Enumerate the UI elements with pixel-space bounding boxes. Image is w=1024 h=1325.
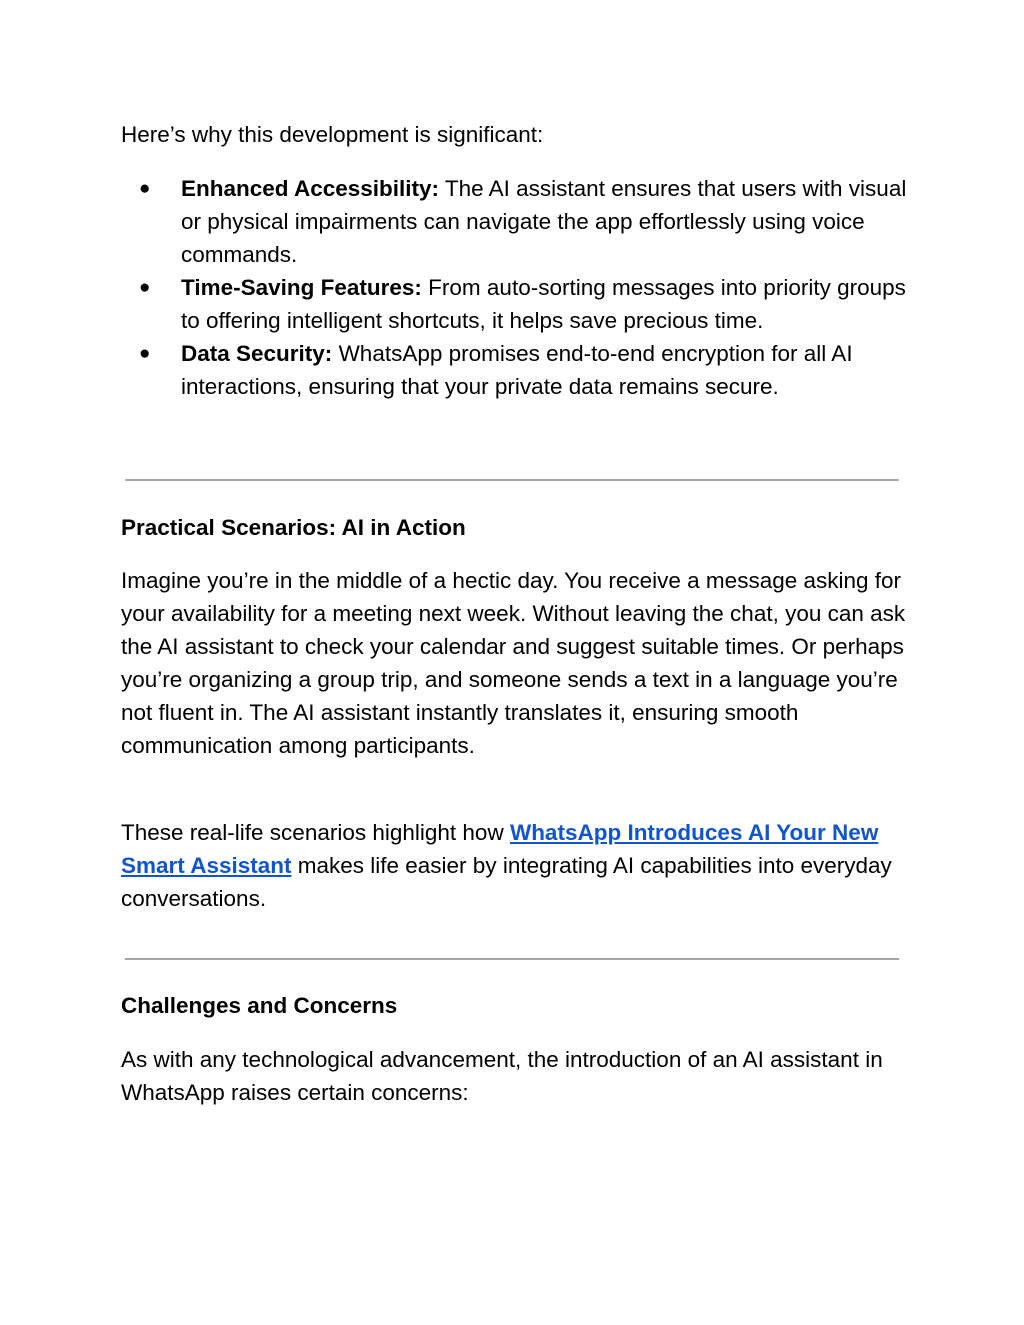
list-item	[121, 172, 921, 271]
section-divider	[125, 958, 899, 960]
challenges-paragraph: As with any technological advancement, the introduction of an AI assistant in WhatsApp raises certain concerns:	[121, 1047, 883, 1105]
highlight-paragraph	[121, 816, 911, 915]
scenarios-paragraph: Imagine you’re in the middle of a hectic day. You receive a message asking for your availability for a meeting next week. Without leaving the chat, you can ask the AI assistant to check your calendar and suggest suitable times. Or perhaps you’re organizing a group trip, and someone sends a text in a language you’re not fluent in. The AI assistant instantly translates it, ensuring smooth communication among participants.	[121, 568, 906, 758]
bullet-title: Data Security:	[181, 341, 333, 366]
list-item	[121, 337, 921, 403]
bullet-icon: ●	[139, 178, 151, 199]
highlight-text-before: These real-life scenarios highlight how	[121, 820, 510, 845]
highlight-text-after: makes life easier by integrating AI capabilities into everyday conversations.	[121, 853, 892, 911]
bullet-icon: ●	[139, 343, 151, 364]
article-link[interactable]: WhatsApp Introduces AI Your New Smart Assistant	[121, 820, 879, 878]
benefits-list	[121, 172, 921, 403]
bullet-title: Enhanced Accessibility:	[181, 176, 440, 201]
list-item	[121, 271, 921, 337]
bullet-text: From auto-sorting messages into priority groups to offering intelligent shortcuts, it helps save precious time.	[181, 275, 906, 333]
section-divider	[125, 479, 899, 481]
section-heading-practical-scenarios: Practical Scenarios: AI in Action	[121, 515, 466, 540]
intro-paragraph: Here’s why this development is significant:	[121, 122, 544, 147]
section-heading-challenges: Challenges and Concerns	[121, 993, 398, 1018]
bullet-icon: ●	[139, 277, 151, 298]
bullet-text: WhatsApp promises end-to-end encryption for all AI interactions, ensuring that your private data remains secure.	[181, 341, 853, 399]
bullet-text: The AI assistant ensures that users with visual or physical impairments can navigate the app effortlessly using voice commands.	[181, 176, 907, 267]
bullet-title: Time-Saving Features:	[181, 275, 422, 300]
